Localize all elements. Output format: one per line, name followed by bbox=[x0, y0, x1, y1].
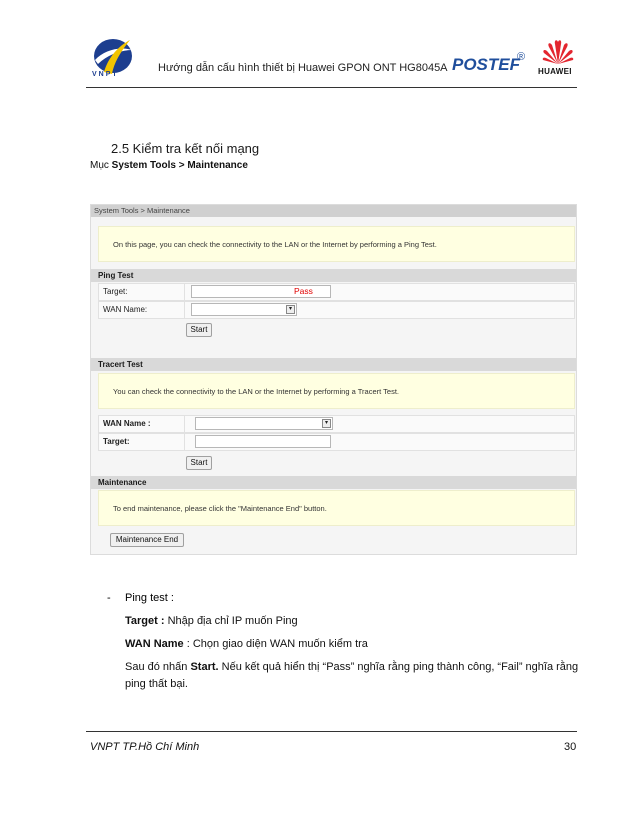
bullet-ping-test: Ping test : bbox=[125, 592, 174, 604]
tracert-target-input[interactable] bbox=[195, 435, 331, 448]
ping-test-header: Ping Test bbox=[91, 269, 576, 282]
postef-logo-text: POSTEF bbox=[452, 55, 521, 74]
ui-breadcrumb: System Tools > Maintenance bbox=[91, 205, 576, 217]
tracert-test-header: Tracert Test bbox=[91, 358, 576, 371]
huawei-logo-icon bbox=[541, 38, 575, 66]
chevron-down-icon[interactable]: ▾ bbox=[286, 305, 295, 314]
tracert-intro-text: You can check the connectivity to the LAN or the Internet by performing a Tracert Test. bbox=[113, 387, 399, 396]
maintenance-screenshot bbox=[90, 204, 577, 555]
result-description-line2: ping thất bại. bbox=[125, 678, 188, 690]
ping-target-row bbox=[98, 283, 575, 301]
menu-prefix: Mục bbox=[90, 160, 112, 171]
maintenance-intro-text: To end maintenance, please click the "Maintenance End" button. bbox=[113, 504, 327, 513]
menu-path: System Tools > Maintenance bbox=[111, 160, 248, 171]
wan-term: WAN Name bbox=[125, 638, 184, 650]
target-text: Nhập địa chỉ IP muốn Ping bbox=[164, 615, 298, 627]
ping-target-label: Target: bbox=[99, 284, 185, 300]
maintenance-intro-box bbox=[98, 490, 575, 526]
wan-description bbox=[125, 638, 368, 650]
maintenance-header: Maintenance bbox=[91, 476, 576, 489]
footer-divider bbox=[86, 731, 577, 732]
ping-wan-label: WAN Name: bbox=[99, 302, 185, 318]
tracert-target-row bbox=[98, 433, 575, 451]
start-term: Start. bbox=[190, 661, 219, 673]
registered-mark: ® bbox=[517, 51, 526, 63]
tracert-intro-box bbox=[98, 373, 575, 409]
target-description bbox=[125, 615, 298, 627]
ping-wan-row bbox=[98, 301, 575, 319]
tracert-start-button[interactable]: Start bbox=[186, 456, 212, 470]
chevron-down-icon[interactable]: ▾ bbox=[322, 419, 331, 428]
ping-intro-text: On this page, you can check the connectivity to the LAN or the Internet by performing a Ping Test. bbox=[113, 240, 437, 249]
tracert-target-label: Target: bbox=[99, 434, 185, 450]
tracert-wan-select[interactable] bbox=[195, 417, 333, 430]
result-text: Nếu kết quả hiển thị “Pass” nghĩa rằng ping thành công, “Fail” nghĩa rằng bbox=[218, 661, 579, 673]
header-divider bbox=[86, 87, 577, 88]
tracert-wan-label: WAN Name : bbox=[99, 416, 185, 432]
document-header-title: Hướng dẫn cấu hình thiết bị Huawei GPON ONT HG8045A bbox=[158, 62, 448, 74]
ping-result-pass: Pass bbox=[294, 286, 313, 296]
target-term: Target : bbox=[125, 615, 165, 627]
footer-organization: VNPT TP.Hồ Chí Minh bbox=[90, 741, 200, 753]
ping-start-button[interactable]: Start bbox=[186, 323, 212, 337]
result-description bbox=[125, 661, 578, 673]
ping-intro-box bbox=[98, 226, 575, 262]
section-heading: 2.5 Kiểm tra kết nối mạng bbox=[111, 141, 260, 156]
page-number: 30 bbox=[564, 741, 577, 753]
bullet-dash: - bbox=[107, 592, 111, 604]
ping-wan-select[interactable] bbox=[191, 303, 297, 316]
maintenance-end-button[interactable]: Maintenance End bbox=[110, 533, 184, 547]
wan-text: : Chọn giao diện WAN muốn kiểm tra bbox=[183, 638, 368, 650]
menu-path-line bbox=[90, 160, 248, 171]
result-prefix: Sau đó nhấn bbox=[125, 661, 191, 673]
tracert-wan-row bbox=[98, 415, 575, 433]
vnpt-wordmark: VNPT bbox=[92, 71, 119, 78]
huawei-wordmark: HUAWEI bbox=[538, 67, 572, 76]
